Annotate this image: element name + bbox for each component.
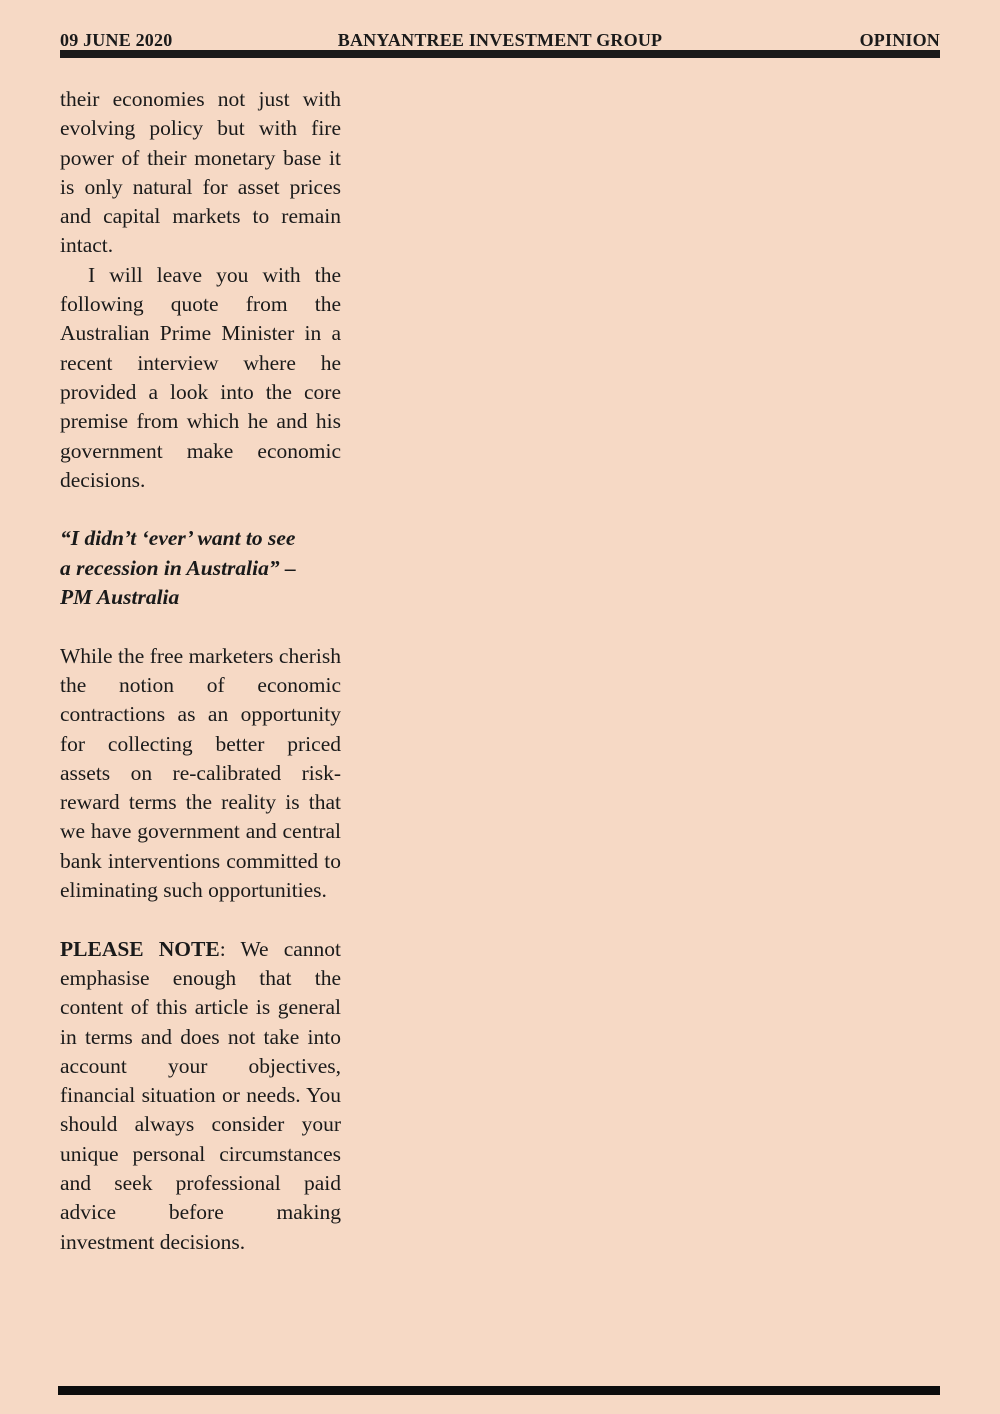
article-paragraph-3: While the free marketers cherish the notion of economic contractions as an opportunity for collecting better priced assets on re-calibrated risk-reward terms the reality is that we have government and central bank interventions committed to eliminating such opportunities. bbox=[60, 643, 341, 903]
article-column bbox=[60, 85, 341, 1257]
article-paragraph-2: I will leave you with the following quote from the Australian Prime Minister in a recent interview where he provided a look into the core premise from which he and his government make economic decisions. bbox=[60, 262, 341, 492]
header-rule bbox=[60, 50, 940, 58]
header-date: 09 JUNE 2020 bbox=[60, 30, 173, 50]
disclaimer-text: : We cannot emphasise enough that the content of this article is general in terms and does not take into account your objectives, financial situation or needs. You should always consider your unique personal circumstances and seek professional paid advice before making investment decisions. bbox=[60, 936, 341, 1254]
pull-quote-attribution: PM Australia bbox=[60, 585, 180, 610]
footer-rule bbox=[58, 1386, 940, 1395]
pull-quote-line-1: “I didn’t ‘ever’ want to see bbox=[60, 526, 296, 551]
header-publisher: BANYANTREE INVESTMENT GROUP bbox=[337, 30, 663, 50]
pull-quote bbox=[60, 524, 341, 612]
spacer bbox=[60, 905, 341, 934]
pull-quote-line-2: a recession in Australia” – bbox=[60, 555, 296, 580]
spacer bbox=[60, 495, 341, 524]
disclaimer-label: PLEASE NOTE bbox=[60, 936, 220, 961]
header-section: OPINION bbox=[859, 30, 940, 50]
page-header bbox=[60, 29, 940, 51]
article-paragraph-1: their economies not just with evolving policy but with fire power of their monetary base it is only natural for asset prices and capital markets to remain intact. bbox=[60, 87, 341, 258]
disclaimer bbox=[60, 935, 341, 1257]
spacer bbox=[60, 612, 341, 641]
